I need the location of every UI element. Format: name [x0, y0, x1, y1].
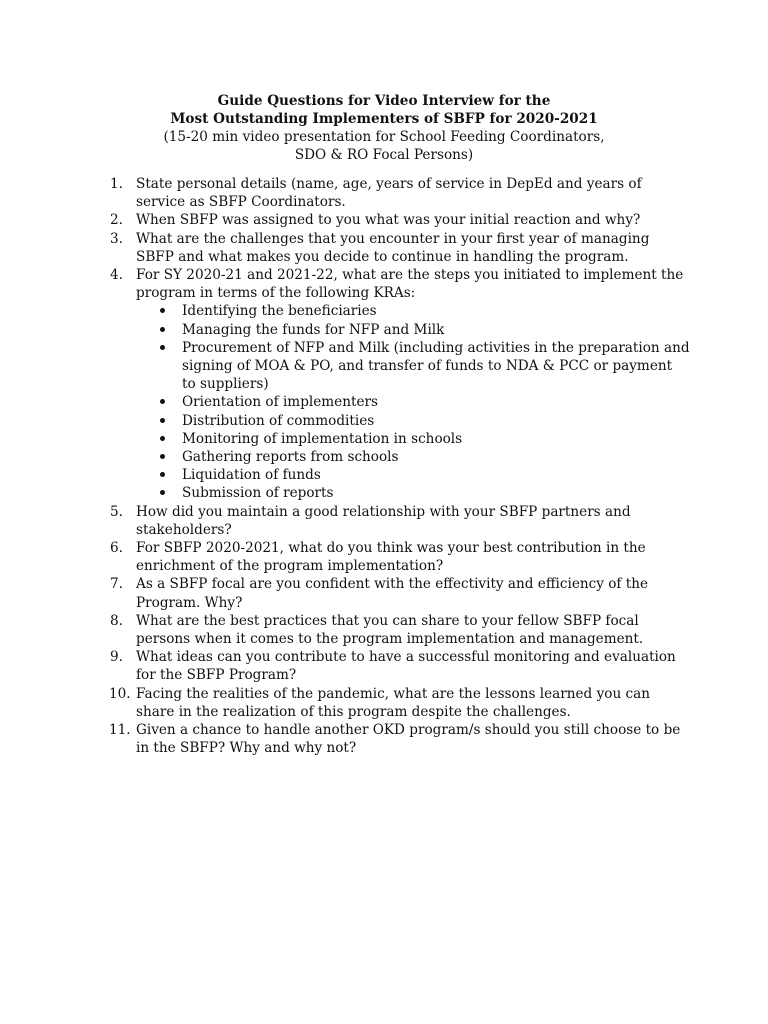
document-header: [0, 92, 768, 164]
kra-text: Liquidation of funds: [182, 467, 321, 484]
question-list: [110, 175, 690, 758]
question-number: 11.: [109, 722, 131, 739]
question-2: [110, 211, 690, 229]
question-text: When SBFP was assigned to you what was your initial reaction and why?: [136, 212, 641, 229]
question-1: [110, 175, 690, 211]
kra-text: Distribution of commodities: [182, 412, 375, 429]
kra-text: Identifying the beneficiaries: [182, 303, 377, 320]
kra-text: Managing the funds for NFP and Milk: [182, 321, 445, 338]
question-8: [110, 612, 690, 648]
question-number: 1.: [110, 176, 123, 192]
question-number: 4.: [110, 267, 123, 284]
bullet-icon: [160, 436, 165, 441]
question-number: 8.: [110, 612, 123, 629]
kra-item: [182, 466, 690, 484]
question-4: [110, 266, 690, 503]
kra-text: Orientation of implementers: [182, 394, 378, 411]
question-6: [110, 539, 690, 575]
subtitle-line-1: (15-20 min video presentation for School Feeding Coordinators,: [163, 129, 605, 145]
kra-text: Gathering reports from schools: [182, 449, 399, 466]
bullet-icon: [160, 472, 165, 477]
question-number: 3.: [110, 230, 123, 247]
question-text: What are the best practices that you can share to your fellow SBFP focal persons when it comes to the program implementation and management.: [136, 612, 644, 648]
bullet-icon: [160, 308, 165, 313]
kra-text: Submission of reports: [182, 485, 334, 502]
title-line-1: Guide Questions for Video Interview for the: [217, 93, 551, 109]
kra-item: [182, 448, 690, 466]
question-number: 2.: [110, 212, 123, 229]
question-text: What ideas can you contribute to have a successful monitoring and evaluation for the SBFP Program?: [136, 649, 676, 684]
question-text: Given a chance to handle another OKD program/s should you still choose to be in the SBFP? Why and why not?: [136, 722, 681, 757]
question-number: 6.: [110, 540, 123, 557]
kra-item: [182, 339, 690, 394]
question-text: For SY 2020-21 and 2021-22, what are the steps you initiated to implement the program in terms of the following KRAs:: [136, 267, 684, 302]
bullet-icon: [160, 399, 165, 404]
question-number: 10.: [109, 685, 131, 702]
question-11: [110, 721, 690, 757]
subtitle-line-2: SDO & RO Focal Persons): [294, 147, 474, 163]
kra-item: [182, 412, 690, 430]
question-3: [110, 230, 690, 266]
bullet-icon: [160, 490, 165, 495]
kra-item: [182, 393, 690, 411]
kra-item: [182, 430, 690, 448]
bullet-icon: [160, 418, 165, 423]
question-7: [110, 575, 690, 611]
kra-text: Monitoring of implementation in schools: [182, 430, 463, 447]
question-text: As a SBFP focal are you confident with the effectivity and efficiency of the Program. Why?: [136, 576, 649, 611]
question-text: For SBFP 2020-2021, what do you think was your best contribution in the enrichment of the program implementation?: [136, 540, 646, 575]
question-5: [110, 503, 690, 539]
kra-text: Procurement of NFP and Milk (including activities in the preparation and signing of MOA & PO, and transfer of funds to NDA & PCC or payment to suppliers): [182, 339, 690, 393]
question-text: Facing the realities of the pandemic, what are the lessons learned you can share in the realization of this program despite the challenges.: [136, 685, 650, 720]
kra-item: [182, 321, 690, 339]
question-number: 5.: [110, 503, 123, 520]
bullet-icon: [160, 327, 165, 332]
question-number: 7.: [110, 576, 123, 593]
question-text: State personal details (name, age, years of service in DepEd and years of service as SBFP Coordinators.: [136, 176, 642, 211]
kra-list: [136, 302, 690, 502]
bullet-icon: [160, 454, 165, 459]
bullet-icon: [160, 345, 165, 350]
kra-item: [182, 484, 690, 502]
title-line-2: Most Outstanding Implementers of SBFP for 2020-2021: [170, 111, 598, 127]
question-10: [110, 685, 690, 721]
question-9: [110, 648, 690, 684]
question-number: 9.: [110, 649, 123, 666]
question-text: What are the challenges that you encounter in your first year of managing SBFP and what makes you decide to continue in handling the program.: [136, 230, 650, 265]
kra-item: [182, 302, 690, 320]
question-text: How did you maintain a good relationship with your SBFP partners and stakeholders?: [136, 503, 631, 538]
